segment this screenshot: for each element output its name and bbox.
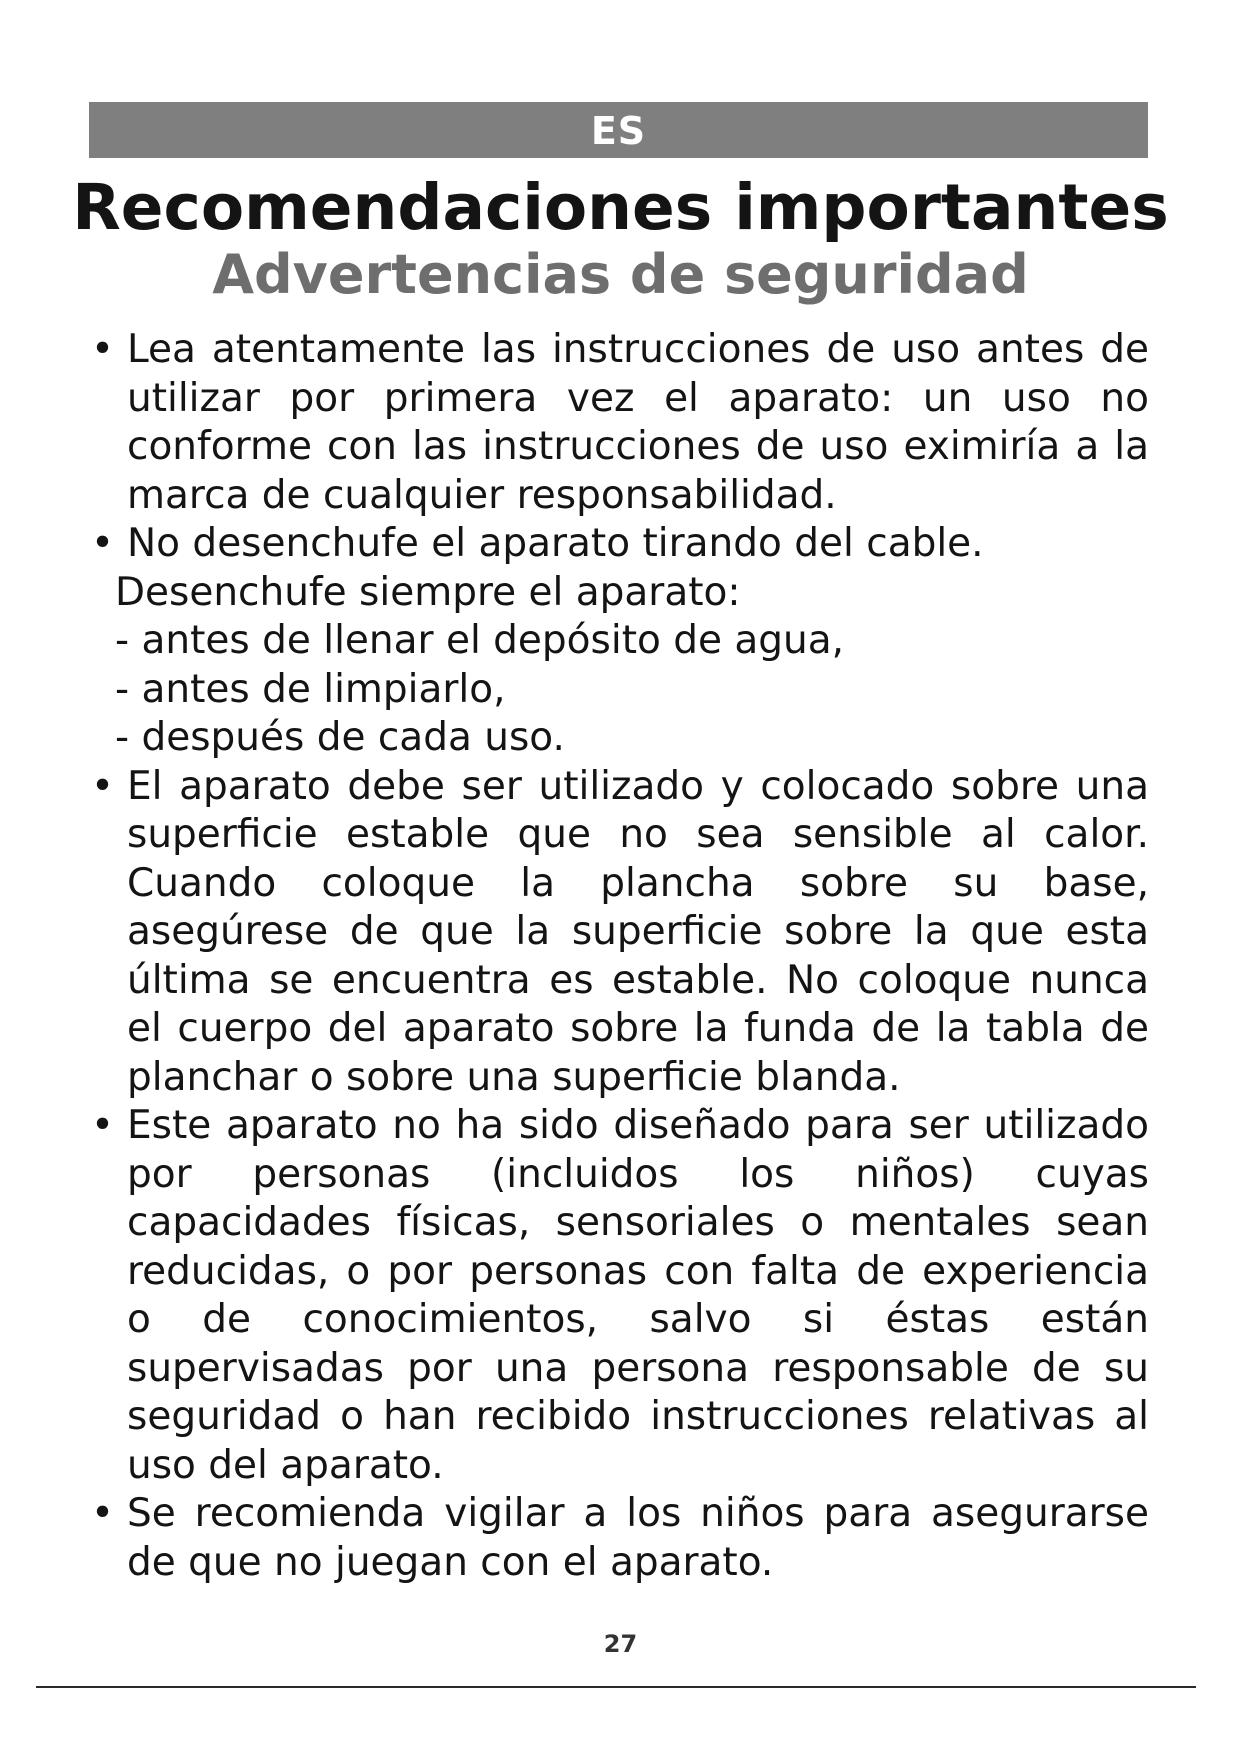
- unplug-step: - antes de limpiarlo,: [115, 666, 506, 712]
- item-text: Se recomienda vigilar a los niños para asegurarse de que no juegan con el aparato.: [127, 1491, 1149, 1585]
- list-item: [89, 1490, 1149, 1587]
- language-code: ES: [590, 109, 647, 153]
- page-subtitle: Advertencias de seguridad: [212, 243, 1029, 306]
- bullet-icon: •: [91, 1103, 115, 1148]
- bullet-icon: •: [91, 763, 115, 809]
- page-number: 27: [603, 1630, 638, 1658]
- bullet-icon: •: [91, 327, 115, 372]
- item-text: Este aparato no ha sido diseñado para ser utilizado por personas (incluidos los niños) cuyas capacidades físicas, sensoriales o mentales sean reducidas, o por personas con falta de experiencia o de conocimientos, salvo si éstas están supervisadas por una persona responsable de su seguridad o han recibido instrucciones relativas al uso del aparato.: [127, 1103, 1149, 1488]
- language-bar: [89, 102, 1148, 158]
- item-text: El aparato debe ser utilizado y colocado sobre una superficie estable que no sea sensible al calor. Cuando coloque la plancha sobre su base, asegúrese de que la superficie sobre la que esta última se encuentra es estable. No coloque nunca el cuerpo del aparato sobre la funda de la tabla de planchar o sobre una superficie blanda.: [127, 763, 1149, 1100]
- bullet-icon: •: [91, 521, 115, 566]
- item-text: Lea atentamente las instrucciones de uso antes de utilizar por primera vez el aparato: un uso no conforme con las instrucciones de uso eximiría a la marca de cualquier responsabilidad.: [127, 327, 1149, 518]
- item-text: No desenchufe el aparato tirando del cable.: [127, 521, 984, 566]
- safety-list: [89, 326, 1149, 1587]
- page-title: Recomendaciones importantes: [72, 171, 1169, 244]
- unplug-step: - antes de llenar el depósito de agua,: [115, 618, 845, 663]
- bullet-icon: •: [91, 1491, 115, 1536]
- list-item: [89, 763, 1149, 1103]
- list-item: [89, 1102, 1149, 1490]
- footer-divider: [36, 1686, 1196, 1688]
- list-item: [89, 326, 1149, 520]
- list-item: [89, 520, 1149, 569]
- unplug-step: - después de cada uso.: [115, 715, 565, 760]
- unplug-intro: Desenchufe siempre el aparato:: [115, 569, 741, 615]
